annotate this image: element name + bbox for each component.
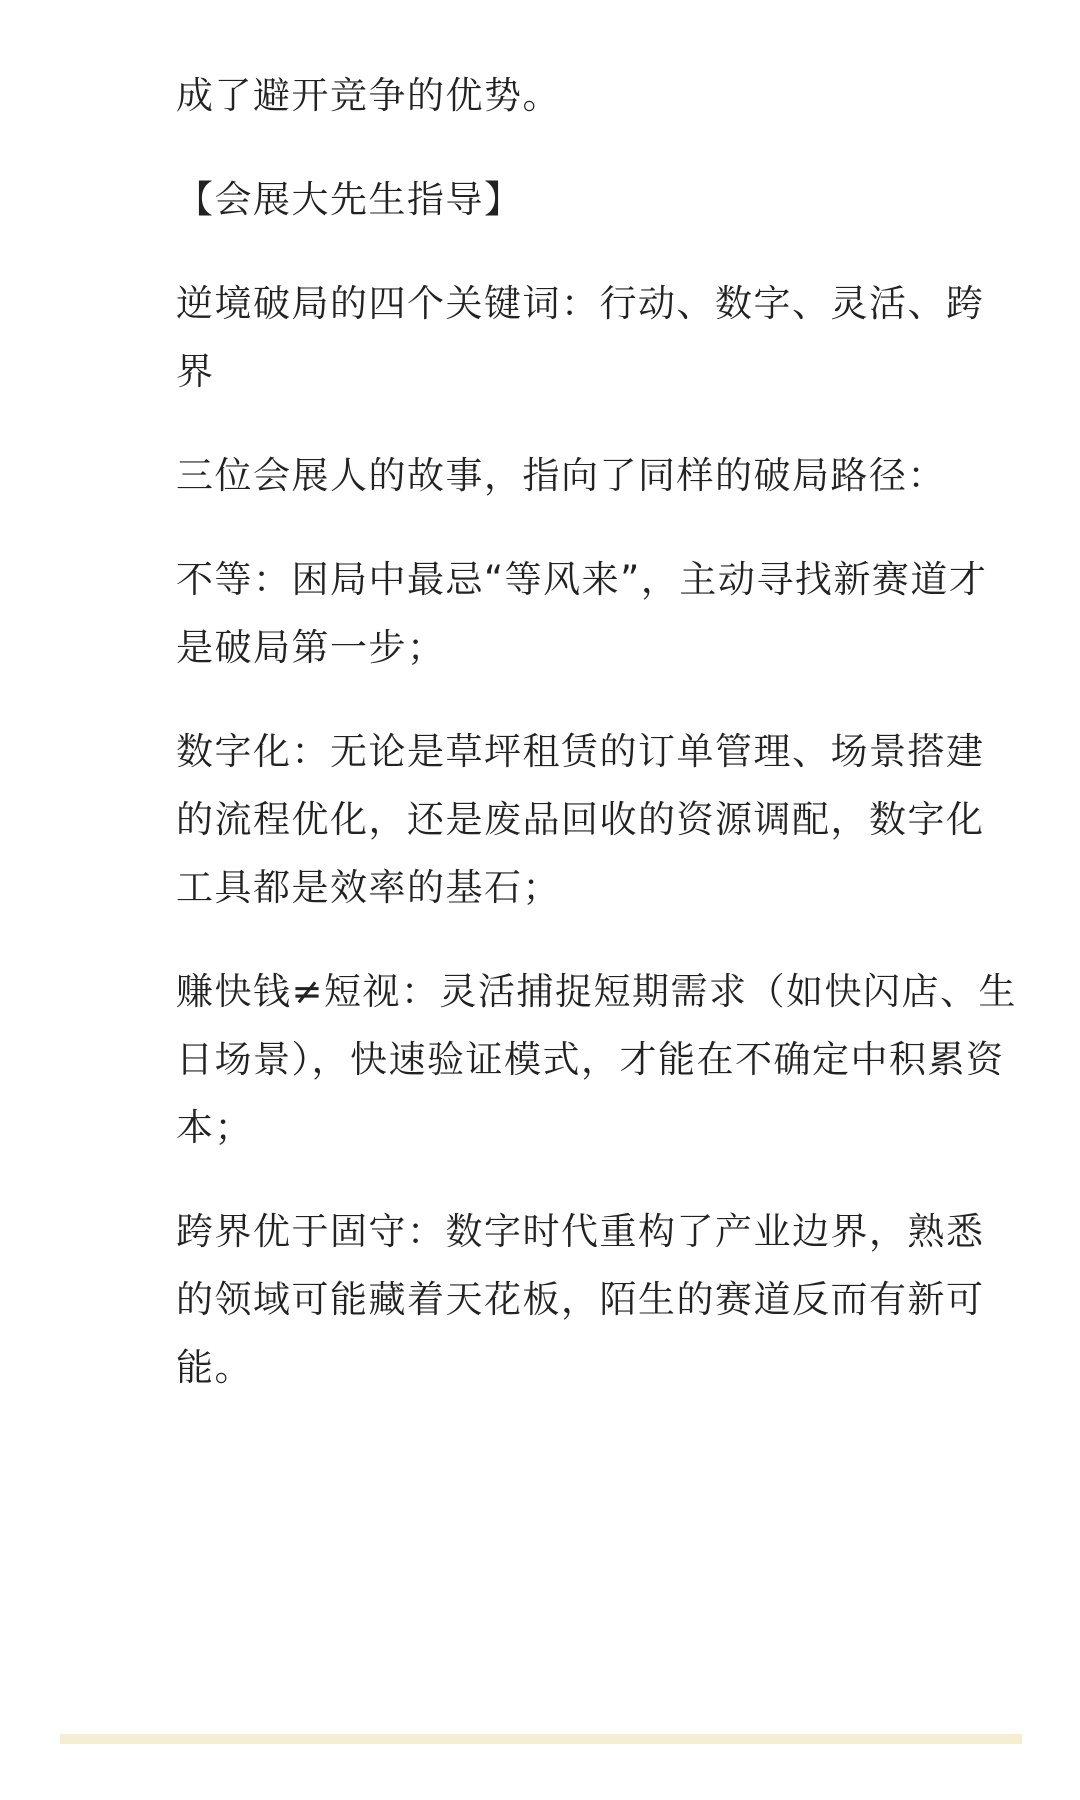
paragraph-cross-border: 跨界优于固守：数字时代重构了产业边界，熟悉的领域可能藏着天花板，陌生的赛道反而有新可能。 [176,1210,985,1389]
paragraph-intro-tail: 成了避开竞争的优势。 [176,74,561,117]
paragraph-keywords: 逆境破局的四个关键词：行动、数字、灵活、跨界 [176,282,985,393]
paragraph-no-waiting: 不等：困局中最忌“等风来”，主动寻找新赛道才是破局第一步； [176,558,988,669]
paragraph-quick-money: 赚快钱≠短视：灵活捕捉短期需求（如快闪店、生日场景），快速验证模式，才能在不确定中积累资本； [176,970,1018,1149]
article-body [176,62,1022,1438]
paragraph-stories: 三位会展人的故事，指向了同样的破局路径： [176,454,946,497]
footer-divider [60,1734,1022,1744]
paragraph-digitalization: 数字化：无论是草坪租赁的订单管理、场景搭建的流程优化，还是废品回收的资源调配，数字化工具都是效率的基石； [176,730,985,909]
section-heading: 【会展大先生指导】 [176,178,523,221]
